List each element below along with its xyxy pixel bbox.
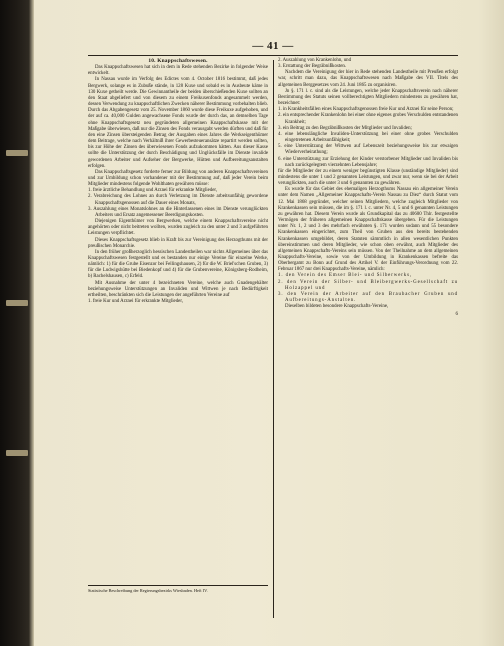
list-item: 2. Auszahlung von Krankenlohn, und: [278, 58, 352, 63]
list-item: 3. den Verein der Arbeiter auf den Braubacher Gruben und Aufbereitungs-Anstalten.: [278, 291, 458, 304]
list-item: 5. eine Unterstützung der Wittwen auf Lebenszeit beziehungsweise bis zur etwaigen Wiederverheirathung;: [278, 144, 458, 156]
paragraph: für die Mitglieder der zu einem weniger begünstigten Klasse (unständige Mitglieder) sind mindestens die unter 1 und 2 genannten Leistungen, und zwar nur, wenn sie bei der Arbeit verunglückten, auch die unter 3 und 6 genannten zu gewähren.: [278, 168, 458, 187]
list-item: 3. Erstattung der Begräbnißkosten.: [278, 64, 347, 70]
paragraph: Dieselben bildeten besondere Knappschafts-Vereine,: [285, 304, 389, 310]
list-item: 4. eine lebenslängliche Invaliden-Unterstützung bei einer ohne grobes Verschulden eingetretenen Arbeitsunfähigkeit;: [278, 131, 458, 144]
book-spine: [0, 0, 34, 646]
text-columns: [88, 58, 458, 618]
section-heading: 10. Knappschaftswesen.: [148, 58, 208, 64]
paragraph: Mit Ausnahme der unter 4 bezeichneten Vereine, welche auch Gnadengehälter beziehungsweise Unterstützungen an Invaliden und Wittwen je nach Bedürftigkeit ertheilten, beschränkten sich die Leistungen der angeführten Vereine auf: [88, 280, 268, 298]
paragraph: Jn §. 171 l. c. sind als die Leistungen, welche jeder Knappschaftsverein nach näherer Bestimmung des Statuts seinen vollberechtigten Mitgliedern mindestens zu gewähren hat, bezeichnet:: [278, 88, 458, 107]
list-item: 3. Auszahlung eines Monatslohnes an die Hinterlassenen eines im Dienste verunglückten Arbeiters und Ersatz angemessener Beerdigungskosten.: [88, 206, 268, 218]
paragraph: Dieses Knappschaftsgesetz blieb in Kraft bis zur Vereinigung des Herzogthums mit der preußischen Monarchie.: [88, 237, 268, 249]
paragraph: In den früher großherzoglich hessischen Landestheilen war nichts Allgemeines über das Knappschaftswesen festgestellt und es bestanden nur einige Vereine für einzelne Werke, nämlich: 1) für die Grube Eisenzor bei Fellingshausen, 2) für die W. Briel'schen Gruben, 3) für die Ludwigshütte bei Biedenkopf und 4) für die Grubenvereine, Königsberg-Rodheim, b) Rachelshausen, c) Erfeld.: [88, 249, 268, 280]
footer-note: Statistische Beschreibung der Regierungsbezirks Wiesbaden. Heft IV.: [88, 588, 208, 593]
footer-rule: [88, 585, 268, 586]
paragraph: Das Knappschaftswesen hat sich in dem in Rede stehenden Bezirke in folgender Weise entwickelt.: [88, 65, 268, 77]
list-item: 6. eine Unterstützung zur Erziehung der Kinder verstorbener Mitglieder und Invaliden bis nach zurückgelegtem vierzehnten Lebensjahre;: [278, 156, 458, 168]
list-item: 1. den Verein des Emser Blei- und Silberwerks,: [278, 273, 413, 279]
list-item: 2. Verabreichung des Lohnes an durch Verletzung im Dienste arbeitsunfähig gewordene Knappschaftsgenossen auf die Dauer eines Monats,: [88, 194, 268, 206]
paragraph: Es wurde für das Gebiet des ehemaligen Herzogthums Nassau ein allgemeiner Verein unter dem Namen „Allgemeiner Knappschafts-Verein Nassau zu Diez“ durch Statut vom 12. Mai 1868 gegründet, welcher seinen Mitgliedern, welche zugleich Mitglieder von Krankenkassen sein müssen, die im §. 171 l. c. unter Nr. 4, 5 und 6 genannten Leistungen zu gewähren hat. Diesem Verein wurde als Grundkapital das zu 40600 Thlr. festgestellte Vermögen der früheren allgemeinen Knappschaftskasse übergeben. Für die Leistungen unter Nr. 1, 2 und 3 des mehrfach erwähnten §. 171 wurden sodann und 55 besondere Krankenkassen eingerichtet, zum Theil von Gruben aus den bereits bestehenden Krankenkassen umgebildet, deren Statuten sämmtlich in allen wesentlichen Punkten übereinstimmen und deren Mitglieder, wie schon oben erwähnt, auch Mitglieder des allgemeinen Knappschafts-Vereins sein müssen. Von der Theilnahme an dem allgemeinen Knappschafts-Vereine, sowie von der Umbildung in Krankenkassen befreite das Oberbergamt zu Bonn auf Grund des Artikel V. der Einführungs-Verordnung vom 22. Februar 1867 nur drei Knappschafts-Vereine, nämlich:: [278, 187, 458, 273]
spine-band: [6, 150, 28, 156]
list-item: 2. den Verein der Silber- und Bleibergwerks-Gesellschaft zu Holzappel und: [278, 279, 458, 291]
list-item: 3. ein Beitrag zu den Begräbnißkosten der Mitglieder und Invaliden;: [278, 125, 412, 131]
paragraph: Das Knappschaftsgesetz forderte ferner zur Bildung von anderen Knappschaftsvereinen und zur Umbildung schon vorhandener mit der Bestimmung auf, daß jeder Verein beim Mitglieder mindestens folgende Wohlthaten gewähren müsse:: [88, 169, 268, 188]
list-item: 1. in Krankheitsfällen eines Knappschaftsgenossen freie Kur und Arznei für seine Person;: [278, 107, 454, 113]
page-number: — 41 —: [252, 40, 294, 52]
header-rule: [88, 55, 458, 56]
right-column: [278, 58, 458, 618]
list-item: 1. freie Kur und Arznei für erkrankte Mitglieder,: [88, 299, 183, 305]
paragraph: In Nassau wurde im Verfolg des Edictes vom 4. October 1816 bestimmt, daß jedes Bergwerk, solange es in Zubuße stände, in 128 Kuxe und sobald es in Ausbeute käme in 130 Kuxe getheilt werde. Die Gewinnantheile der beiden überschießenden Kuxe sollten an den Staat abgeliefert und von diesem zu einem Freikuxenfonds angesammelt werden, dessen Verwendung zu knappschaftlichen Zwecken näherer Bestimmung vorbehalten blieb. Durch das Abgabengesetz vom 25. November 1860 wurde diese Freikuxe aufgehoben, und der auf ca. 40,000 Gulden angewachsene Fonds wurde der durch das, an demselben Tage ohne Knappschaftsgesetz neu gegründeten allgemeinen Knappschaftskasse mit der Maßgabe überwiesen, daß nur die Zinsen des Fonds verausgabt werden dürften und daß für den eine Zinsen übersteigenden Betrag der Ausgaben eines Jahres die Werkseigenthümer dem Beitrage, welche nach Verhältniß ihrer Gewerbesteueransätze repartirt werden sollten, bis zur Höhe der Zinsen des überwiesenen Fonds aufzukommen hätten. Aus dieser Kasse sollte die Unterstützung der durch Beschädigung und Unglücksfälle im Dienste invalide gewordenen Arbeiter und Aufseher der Bergwerke, Hütten und Aufbereitungsanstalten erfolgen.: [88, 77, 268, 169]
paragraph: Nachdem die Vereinigung der hier in Rede stehenden Landestheile mit Preußen erfolgt war, schritt man dazu, das Knappschaftswesen nach Maßgabe des VII. Titels des allgemeinen Berggesetzes vom 24. Juni 1865 zu organisiren.: [278, 70, 458, 88]
spine-band: [6, 450, 28, 456]
signature-mark: 6: [455, 312, 458, 318]
paragraph: Diejenigen Eigenthümer von Bergwerken, welche einem Knappschaftsvereine nicht angehörten oder nicht beitreten wollten, wurden zugleich zu den unter 2 und 3 aufgeführten Leistungen verpflichtet.: [88, 219, 268, 237]
spine-band: [6, 300, 28, 306]
left-column: [88, 58, 268, 618]
list-item: 1. freie ärztliche Behandlung und Arznei für erkrankte Mitglieder,: [88, 188, 218, 194]
list-item: 2. ein entsprechender Krankenlohn bei einer ohne eigenes grobes Verschulden entstandenen Krankheit;: [278, 113, 458, 125]
